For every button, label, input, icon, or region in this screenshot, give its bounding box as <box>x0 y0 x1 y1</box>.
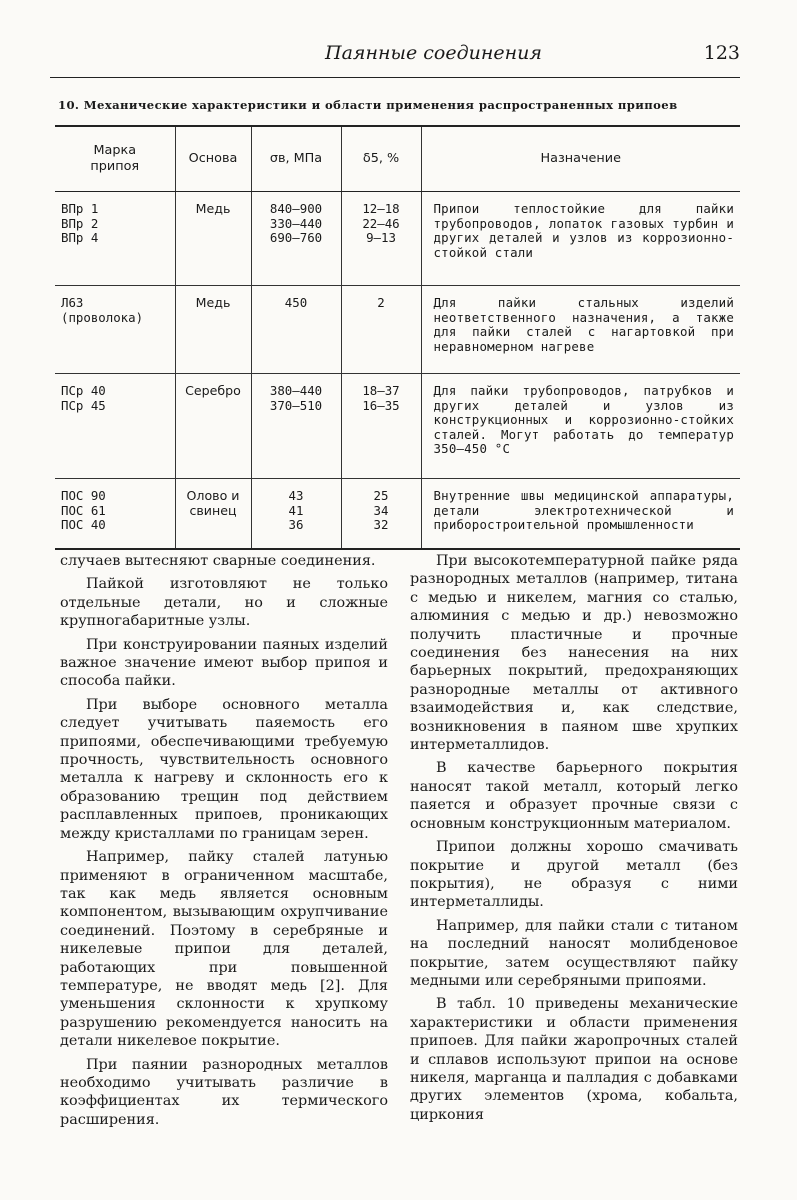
header-sigma: σв, МПа <box>251 126 341 192</box>
paragraph: Например, пайку сталей латунью применяют в ограниченном масштабе, так как медь является основным компонентом, вызывающим охрупчивание соединений. Поэтому в серебряные и никелевые припои для деталей, работающих при повышенной температуре, не вводят медь [2]. Для уменьшения склонности к хрупкому разрушению рекомендуется наносить на детали никелевое покрытие. <box>60 849 388 1050</box>
header-delta: δ5, % <box>341 126 421 192</box>
paragraph: В качестве барьерного покрытия наносят такой металл, который легко паяется и образует прочные связи с основным конструкционным материалом. <box>410 760 738 832</box>
table-row <box>55 192 740 286</box>
cell-delta: 18—37 16—35 <box>341 374 421 479</box>
cell-sigma: 43 41 36 <box>251 479 341 550</box>
table-row <box>55 286 740 374</box>
cell-mark: ВПр 1 ВПр 2 ВПр 4 <box>55 192 175 286</box>
cell-base: Серебро <box>175 374 251 479</box>
paragraph: Припои должны хорошо смачивать покрытие и другой металл (без покрытия), не образуя с ними интерметаллиды. <box>410 839 738 911</box>
cell-sigma: 840—900 330—440 690—760 <box>251 192 341 286</box>
left-text-column <box>60 552 388 1134</box>
solder-properties-table <box>55 125 740 550</box>
paragraph: При паянии разнородных металлов необходимо учитывать различие в коэффициентах их термического расширения. <box>60 1056 388 1128</box>
cell-base: Медь <box>175 286 251 374</box>
page-number: 123 <box>703 42 740 64</box>
table-caption: 10. Механические характеристики и области применения распространенных припоев <box>58 98 678 112</box>
cell-purpose: Внутренние швы медицинской аппаратуры, детали электротехнической и приборостроительной промышленности <box>421 479 740 550</box>
header-purpose: Назначение <box>421 126 740 192</box>
page-header <box>50 38 740 78</box>
header-mark: Марка припоя <box>55 126 175 192</box>
table-header-row <box>55 126 740 192</box>
table-row <box>55 374 740 479</box>
cell-delta: 25 34 32 <box>341 479 421 550</box>
cell-delta: 2 <box>341 286 421 374</box>
paragraph: При конструировании паяных изделий важное значение имеют выбор припоя и способа пайки. <box>60 636 388 690</box>
cell-mark: ПСр 40 ПСр 45 <box>55 374 175 479</box>
paragraph: Например, для пайки стали с титаном на последний наносят молибденовое покрытие, затем осуществляют пайку медными или серебряными припоями. <box>410 917 738 989</box>
paragraph: В табл. 10 приведены механические характеристики и области применения припоев. Для пайки жаропрочных сталей и сплавов используют припои на основе никеля, марганца и палладия с добавками других элементов (хрома, кобальта, циркония <box>410 996 738 1123</box>
cell-purpose: Для пайки стальных изделий неответственного назначения, а также для пайки сталей с нагартовкой при неравномерном нагреве <box>421 286 740 374</box>
paragraph: случаев вытесняют сварные соединения. <box>60 553 376 569</box>
table-row <box>55 479 740 550</box>
cell-base: Олово и свинец <box>175 479 251 550</box>
header-rule <box>50 77 740 78</box>
cell-sigma: 380—440 370—510 <box>251 374 341 479</box>
right-text-column <box>410 552 738 1129</box>
running-title: Паянные соединения <box>325 42 542 64</box>
cell-purpose: Припои теплостойкие для пайки трубопроводов, лопаток газовых турбин и других деталей и узлов из коррозионно-стойкой стали <box>421 192 740 286</box>
cell-mark: ПОС 90 ПОС 61 ПОС 40 <box>55 479 175 550</box>
paragraph: При высокотемпературной пайке ряда разнородных металлов (например, титана с медью и никелем, магния со сталью, алюминия с медью и др.) невозможно получить пластичные и прочные соединения без нанесения на них барьерных покрытий, предохраняющих разнородные металлы от активного взаимодействия и, как следствие, возникновения в паяном шве хрупких интерметаллидов. <box>410 553 738 754</box>
cell-sigma: 450 <box>251 286 341 374</box>
cell-delta: 12—18 22—46 9—13 <box>341 192 421 286</box>
paragraph: При выборе основного металла следует учитывать паяемость его припоями, обеспечивающими требуемую прочность, чувствительность основного металла к нагреву и склонность его к образованию трещин под действием расплавленных припоев, проникающих между кристаллами по границам зерен. <box>60 696 388 842</box>
paragraph: Пайкой изготовляют не только отдельные детали, но и сложные крупногабаритные узлы. <box>60 576 388 630</box>
header-base: Основа <box>175 126 251 192</box>
cell-base: Медь <box>175 192 251 286</box>
cell-mark: Л63 (проволока) <box>55 286 175 374</box>
cell-purpose: Для пайки трубопроводов, патрубков и других деталей и узлов из конструкционных и коррозионно-стойких сталей. Могут работать до температур 350—450 °С <box>421 374 740 479</box>
